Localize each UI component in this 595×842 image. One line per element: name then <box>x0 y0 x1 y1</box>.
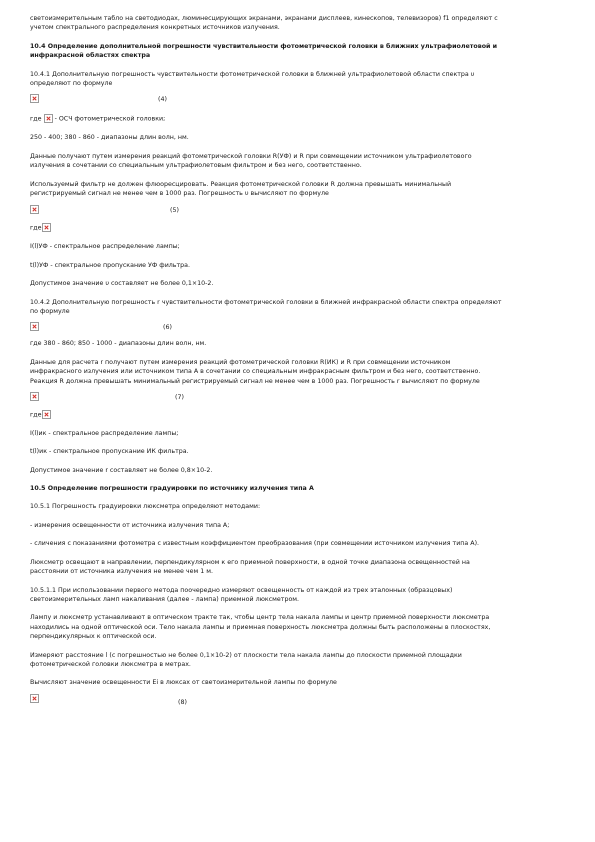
broken-image-icon <box>30 392 39 401</box>
paragraph: 10.4.1 Дополнительную погрешность чувствительности фотометрической головки в ближней ультрафиолетовой области спектра υ <box>30 70 475 78</box>
list-item: - сличения с показаниями фотометра с известным коэффициентом преобразования (при совмещении источником излучения типа А). <box>30 540 480 548</box>
paragraph: учетом спектрального распределения конкретных источников излучения. <box>30 24 280 32</box>
paragraph: t(l)ик - спектральное пропускание ИК фильтра. <box>30 448 189 456</box>
paragraph: I(l)УФ - спектральное распределение лампы; <box>30 243 180 251</box>
paragraph: Люксметр освещают в направлении, перпендикулярном к его приемной поверхности, в одной точке диапазона освещенностей на <box>30 558 470 566</box>
where-text: - ОСЧ фотометрической головки; <box>54 115 166 123</box>
where-label: где <box>30 411 42 419</box>
section-heading: 10.4 Определение дополнительной погрешности чувствительности фотометрической головки в ближних ультрафиолетовой и <box>30 42 498 50</box>
section-heading: 10.5 Определение погрешности градуировки по источнику излучения типа А <box>30 485 314 493</box>
paragraph: Данные для расчета r получают путем измерения реакций фотометрической головки R(ИК) и R при совмещении источником <box>30 358 451 366</box>
where-label: где <box>30 115 42 123</box>
broken-image-icon <box>44 114 53 123</box>
paragraph: расстоянии от источника излучения не менее чем 1 м. <box>30 568 213 576</box>
formula-row <box>30 322 570 334</box>
equation-number: (5) <box>170 207 179 215</box>
paragraph: I(l)ик - спектральное распределение лампы; <box>30 429 179 437</box>
equation-number: (7) <box>175 393 184 401</box>
paragraph: Лампу и люксметр устанавливают в оптическом тракте так, чтобы центр тела накала лампы и центр приемной поверхности люксметра <box>30 614 490 622</box>
paragraph: Измеряют расстояние l (с погрешностью не более 0,1×10-2) от плоскости тела накала лампы до плоскости приемной площадки <box>30 651 462 659</box>
broken-image-icon <box>42 410 51 419</box>
broken-image-icon <box>30 94 39 103</box>
formula-row <box>30 94 570 106</box>
list-item: - измерения освещенности от источника излучения типа А; <box>30 521 230 529</box>
paragraph: Реакция R должна превышать минимальный регистрируемый сигнал не менее чем в 1000 раз. Погрешность r вычисляют по формуле <box>30 377 480 385</box>
broken-image-icon <box>42 223 51 232</box>
paragraph: светоизмерительных ламп накаливания (далее - лампа) приемной люксметром. <box>30 595 300 603</box>
paragraph: излучения в сочетании со специальным ультрафиолетовым фильтром и без него, соответственно. <box>30 162 362 170</box>
paragraph: Вычисляют значение освещенности Ei в люксах от светоизмерительной лампы по формуле <box>30 679 337 687</box>
formula-row <box>30 694 570 706</box>
equation-number: (8) <box>178 698 187 706</box>
where-label: где <box>30 224 42 232</box>
broken-image-icon <box>30 205 39 214</box>
equation-number: (6) <box>163 324 172 332</box>
paragraph: по формуле <box>30 307 70 315</box>
paragraph: Допустимое значение υ составляет не более 0,1×10-2. <box>30 280 214 288</box>
section-heading: инфракрасной областях спектра <box>30 52 151 60</box>
paragraph: 10.5.1 Погрешность градуировки люксметра определяют методами: <box>30 503 261 511</box>
paragraph: определяют по формуле <box>30 80 113 88</box>
paragraph: Допустимое значение r составляет не более 0,8×10-2. <box>30 466 213 474</box>
paragraph: 250 - 400; 380 - 860 - диапазоны длин волн, нм. <box>30 134 189 142</box>
paragraph: 10.5.1.1 При использовании первого метода поочередно измеряют освещенность от каждой из трех эталонных (образцовых) <box>30 586 453 594</box>
paragraph: Данные получают путем измерения реакций фотометрической головки R(УФ) и R при совмещении источником ультрафиолетового <box>30 152 472 160</box>
paragraph <box>30 114 570 124</box>
equation-number: (4) <box>158 96 167 104</box>
broken-image-icon <box>30 322 39 331</box>
paragraph: светоизмерительным табло на светодиодах, люминесцирующих экранами, экранами дисплеев, кинескопов, телевизоров) f1 определяют с <box>30 15 498 22</box>
document-page <box>30 14 570 706</box>
paragraph: t(l)УФ - спектральное пропускание УФ фильтра. <box>30 261 191 269</box>
formula-row <box>30 205 570 217</box>
paragraph <box>30 410 570 420</box>
paragraph <box>30 223 570 233</box>
paragraph: регистрируемый сигнал не менее чем в 1000 раз. Погрешность υ вычисляют по формуле <box>30 189 329 197</box>
paragraph: инфракрасного излучения или источником типа А в сочетании со специальным инфракрасным фильтром и без него, соответственно. <box>30 368 481 376</box>
formula-row <box>30 392 570 404</box>
paragraph: фотометрической головки люксметра в метрах. <box>30 660 191 668</box>
paragraph: Используемый фильтр не должен флюоресцировать. Реакция фотометрической головки R должна превышать минимальный <box>30 180 452 188</box>
paragraph: 10.4.2 Дополнительную погрешность r чувствительности фотометрической головки в ближней инфракрасной области спектра определяют <box>30 298 502 306</box>
paragraph: перпендикулярных к оптической оси. <box>30 633 157 641</box>
paragraph: находились на одной оптической оси. Тело накала лампы и приемная поверхность люксметра должны быть расположены в плоскостях, <box>30 623 491 631</box>
paragraph: где 380 - 860; 850 - 1000 - диапазоны длин волн, нм. <box>30 340 207 348</box>
broken-image-icon <box>30 694 39 703</box>
